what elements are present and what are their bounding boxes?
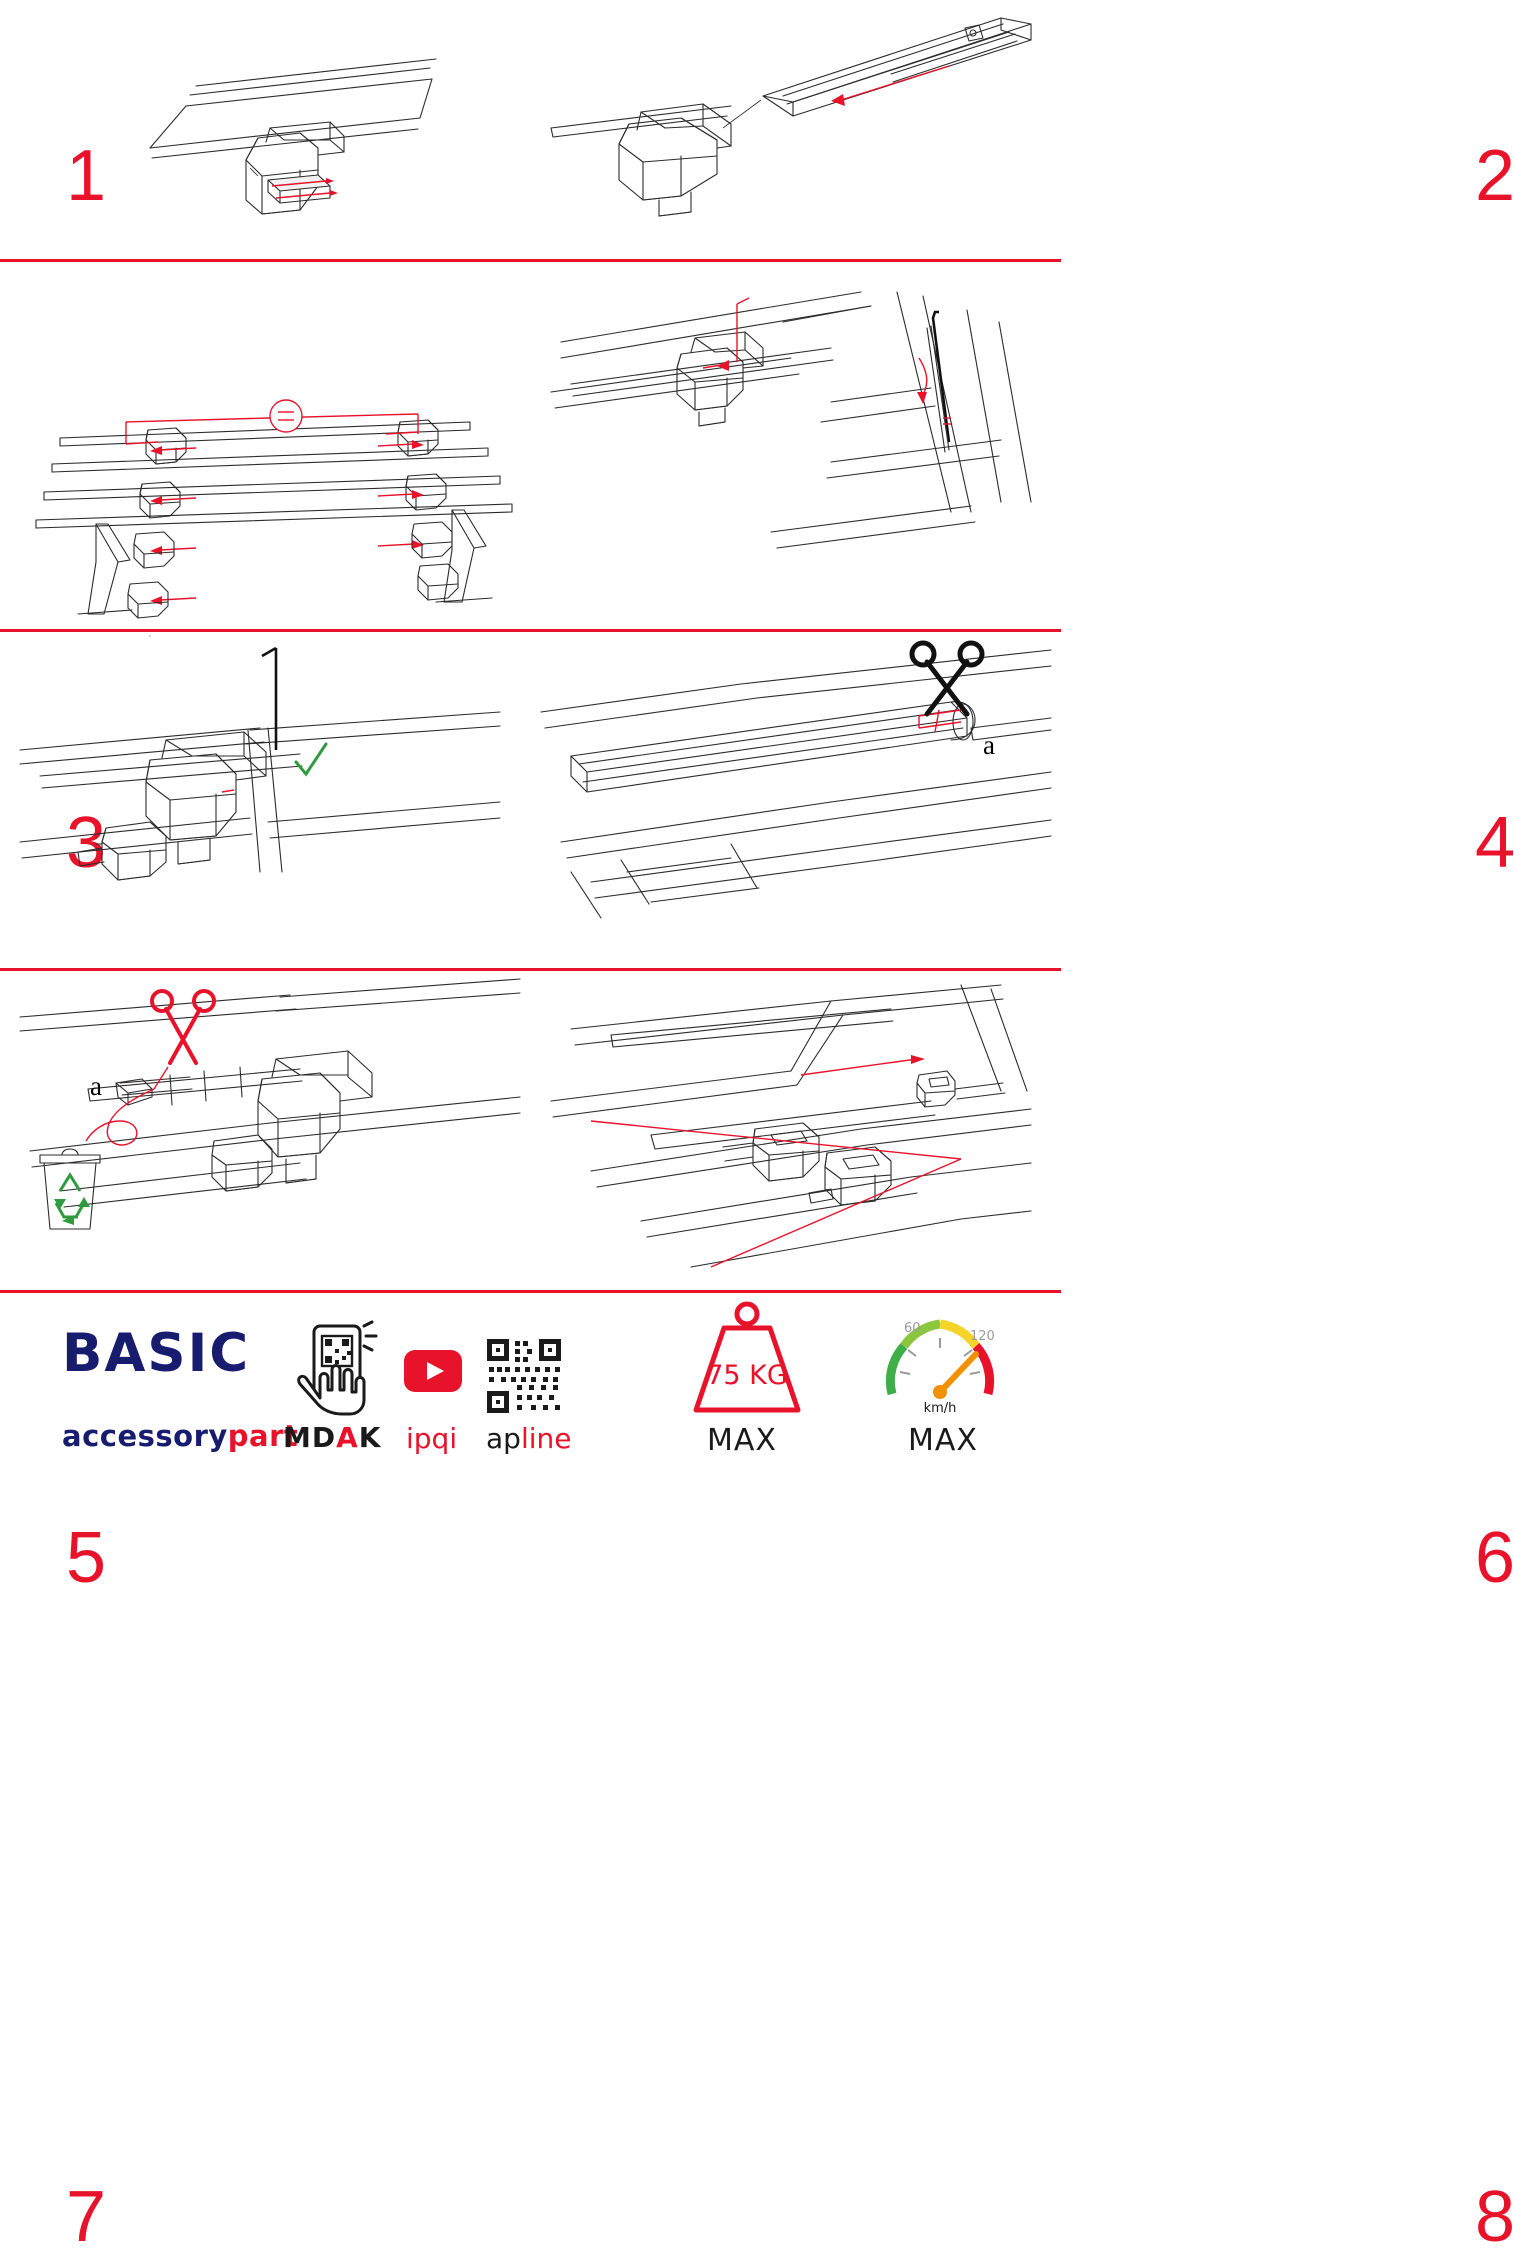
step-7-illustration: [0, 971, 530, 1290]
step-panel-3: [0, 262, 530, 883]
apline-right: line: [520, 1422, 572, 1455]
brand-subtitle-right: part: [227, 1419, 299, 1453]
step-number-1: 1: [66, 136, 106, 216]
step-2-illustration: [531, 0, 1061, 259]
youtube-icon[interactable]: [404, 1350, 462, 1392]
mdak-right: K: [358, 1421, 382, 1454]
qr-code-icon[interactable]: [485, 1337, 563, 1415]
speed-tick-60: 60: [904, 1321, 921, 1336]
step-panel-2: [531, 0, 1514, 259]
mdak-accent: A: [336, 1421, 359, 1454]
weight-icon: [682, 1300, 812, 1418]
scissors-icon: [912, 643, 982, 714]
step-number-4: 4: [1475, 803, 1514, 883]
step-number-6: 6: [1475, 1518, 1514, 1598]
partner-ipqi-label: ipqi: [406, 1422, 458, 1455]
brand-title: BASIC: [62, 1323, 251, 1384]
step-1-illustration: [0, 0, 530, 259]
step-number-5: 5: [66, 1518, 106, 1598]
step-3-illustration: [0, 262, 530, 629]
step-5-illustration: [0, 632, 530, 968]
max-load-label: MAX: [707, 1423, 777, 1458]
divider-2: [0, 629, 1061, 632]
speedometer-icon: [878, 1300, 1002, 1418]
apline-left: ap: [486, 1422, 521, 1455]
step-number-7: 7: [66, 2177, 106, 2257]
partner-apline-label: [486, 1422, 572, 1455]
step-number-2: 2: [1475, 136, 1514, 216]
step-4-illustration: [531, 262, 1061, 629]
speed-tick-120: 120: [970, 1329, 995, 1344]
step-6-illustration: [531, 632, 1061, 968]
brand-subtitle: [62, 1419, 299, 1453]
step-panel-1: [0, 0, 530, 259]
step-number-3: 3: [66, 803, 106, 883]
mdak-left: MD: [283, 1421, 337, 1454]
callout-label-a: a: [983, 730, 995, 760]
step-panel-4: [531, 262, 1514, 883]
speed-unit: km/h: [923, 1401, 957, 1416]
max-speed-label: MAX: [908, 1423, 978, 1458]
max-load-value: 75 KG: [706, 1360, 788, 1391]
divider-1: [0, 259, 1061, 262]
divider-3: [0, 968, 1061, 971]
brand-subtitle-left: accessory: [62, 1419, 228, 1453]
step-8-illustration: [531, 971, 1061, 1290]
callout-label-a-7: a: [90, 1071, 102, 1101]
partner-mdak-label: [283, 1421, 382, 1454]
recycle-bin-icon: [40, 1149, 100, 1229]
step-number-8: 8: [1475, 2177, 1514, 2257]
check-icon: [296, 744, 326, 774]
